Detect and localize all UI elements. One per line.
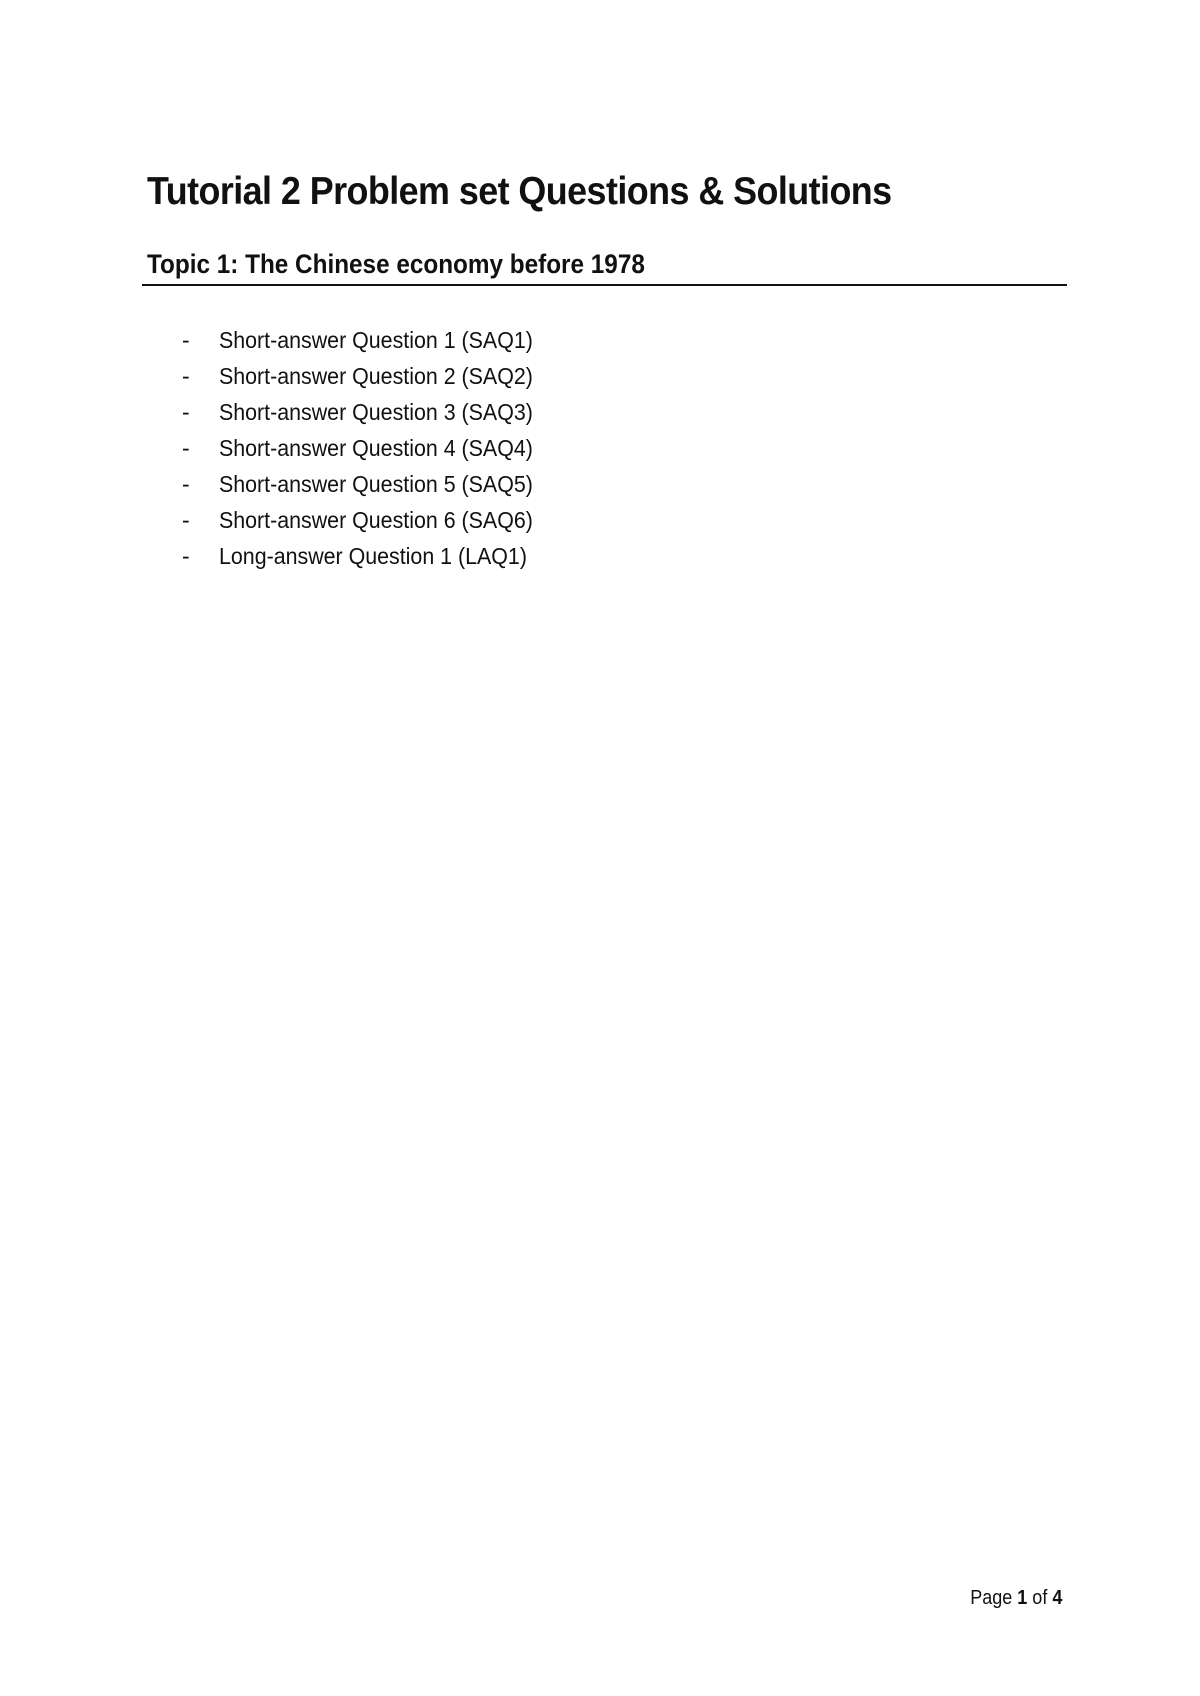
question-label: Long-answer Question 1 (LAQ1)	[219, 543, 527, 569]
question-label: Short-answer Question 6 (SAQ6)	[219, 507, 533, 533]
list-bullet: -	[182, 363, 190, 389]
list-bullet: -	[182, 471, 190, 497]
list-bullet: -	[182, 507, 190, 533]
document-title: Tutorial 2 Problem set Questions & Solutions	[147, 170, 892, 213]
list-bullet: -	[182, 435, 190, 461]
question-label: Short-answer Question 5 (SAQ5)	[219, 471, 533, 497]
of-word: of	[1031, 1587, 1047, 1609]
current-page-number: 1	[1016, 1587, 1027, 1609]
question-label: Short-answer Question 1 (SAQ1)	[219, 327, 533, 353]
list-bullet: -	[182, 399, 190, 425]
question-label: Short-answer Question 2 (SAQ2)	[219, 363, 533, 389]
page-word: Page	[969, 1587, 1012, 1609]
topic-heading	[142, 251, 1067, 286]
page-number-footer	[970, 1587, 1062, 1610]
list-bullet: -	[182, 327, 190, 353]
topic-heading-text: Topic 1: The Chinese economy before 1978	[147, 249, 645, 279]
total-pages-number: 4	[1051, 1587, 1062, 1609]
question-label: Short-answer Question 4 (SAQ4)	[219, 435, 533, 461]
question-label: Short-answer Question 3 (SAQ3)	[219, 399, 533, 425]
list-bullet: -	[182, 543, 190, 569]
